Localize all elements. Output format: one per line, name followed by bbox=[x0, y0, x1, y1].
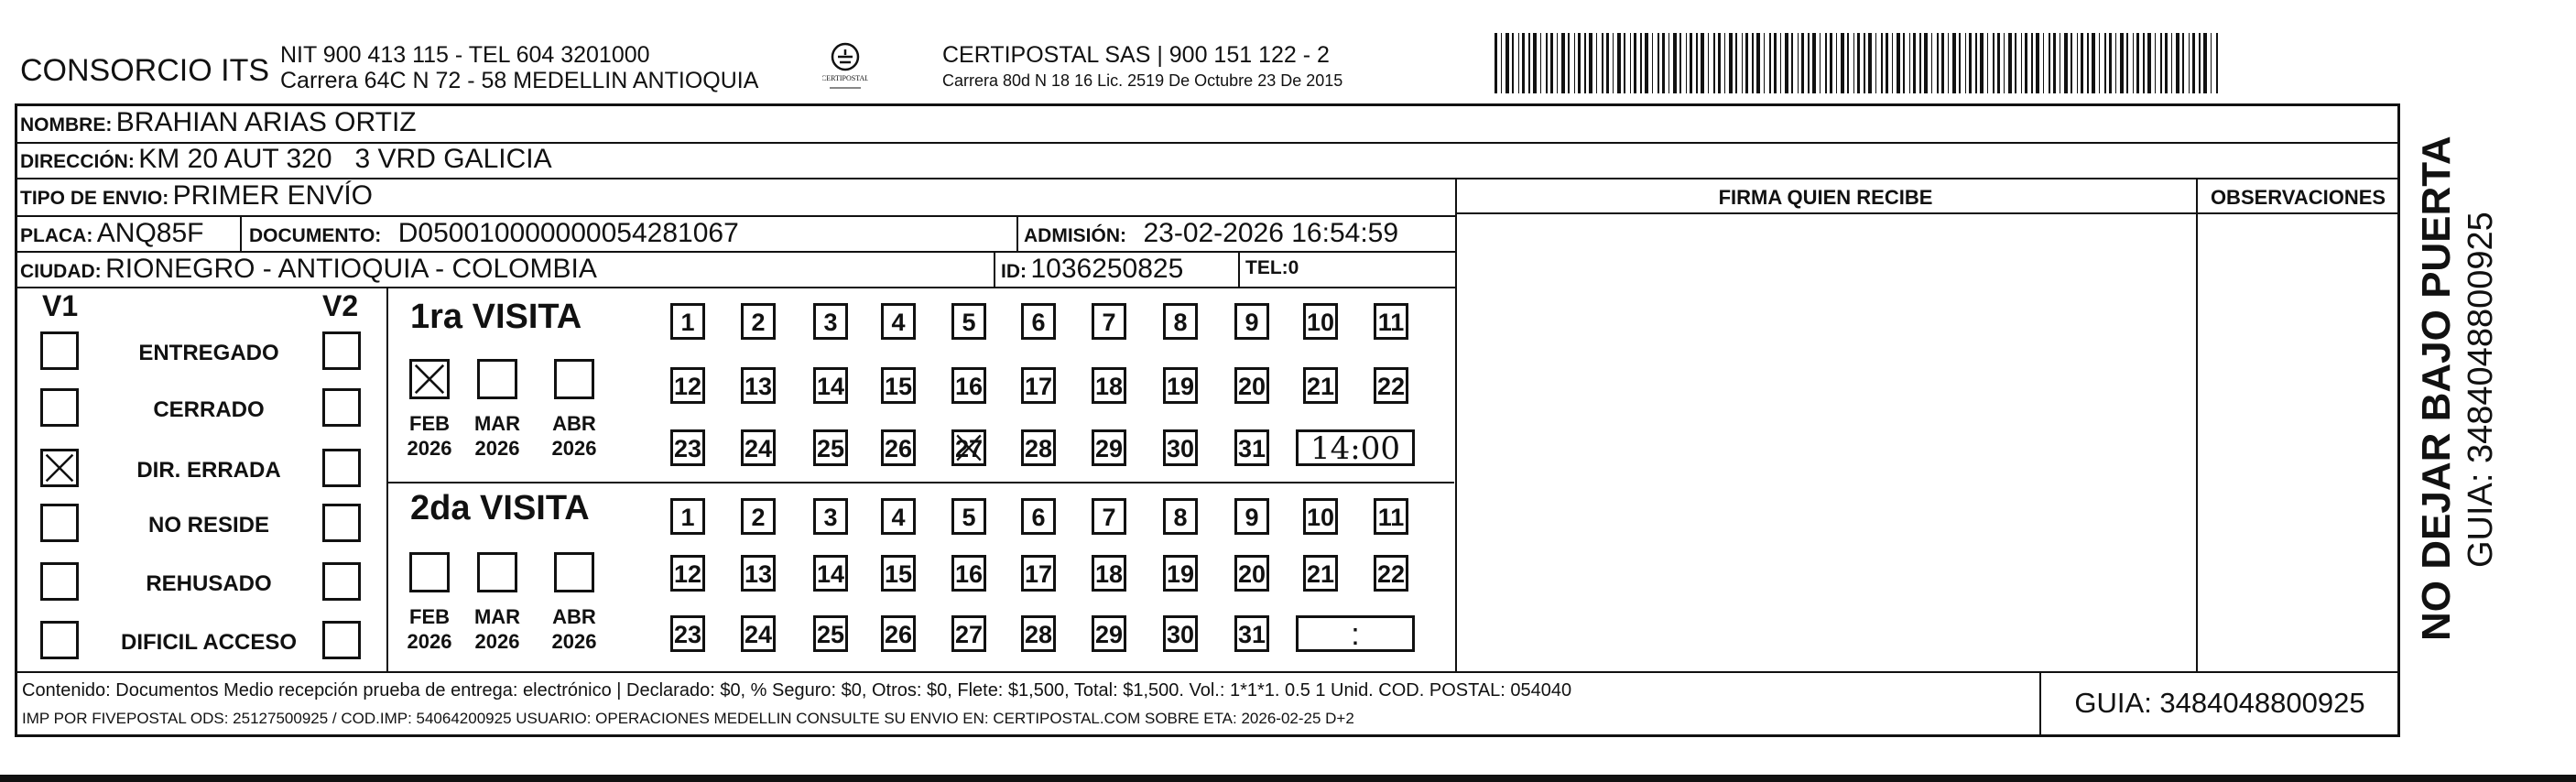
v2-checkbox[interactable] bbox=[322, 562, 361, 601]
status-label: CERRADO bbox=[153, 397, 265, 422]
month-year: 2026 bbox=[551, 437, 597, 460]
direccion-value: KM 20 AUT 320 3 VRD GALICIA bbox=[138, 144, 552, 174]
day-box[interactable]: 13 bbox=[741, 367, 776, 404]
id-cell bbox=[1001, 254, 1183, 285]
day-box[interactable]: 30 bbox=[1163, 615, 1198, 652]
documento-value: D050010000000054281067 bbox=[397, 218, 739, 248]
month-name: FEB bbox=[409, 412, 450, 435]
ciudad-cell bbox=[20, 254, 597, 285]
day-box[interactable]: 15 bbox=[881, 367, 916, 404]
month-year: 2026 bbox=[407, 437, 452, 460]
footer-guia: GUIA: 3484048800925 bbox=[2074, 687, 2365, 719]
day-box[interactable]: 6 bbox=[1021, 303, 1056, 340]
certipostal-logo bbox=[822, 40, 868, 95]
v2-checkbox[interactable] bbox=[322, 504, 361, 542]
svg-text:CERTIPOSTAL: CERTIPOSTAL bbox=[822, 74, 868, 82]
tel-label: TEL: bbox=[1245, 257, 1288, 278]
day-box[interactable]: 18 bbox=[1092, 555, 1126, 592]
day-box[interactable]: 12 bbox=[670, 555, 705, 592]
ciudad-label: CIUDAD: bbox=[20, 261, 102, 282]
day-box[interactable]: 3 bbox=[813, 303, 848, 340]
day-box[interactable]: 20 bbox=[1234, 367, 1269, 404]
footer-contenido: Contenido: Documentos Medio recepción prueba de entrega: electrónico | Declarado: $0, % Seguro: $0, Otros: $0, Flete: $1,500, Total: $1,500. Vol.: 1*1*1. 0.5 1 Unid. COD. POSTAL: 054040 bbox=[22, 680, 1572, 701]
day-box[interactable]: 19 bbox=[1163, 555, 1198, 592]
v1-checkbox[interactable] bbox=[40, 504, 79, 542]
nombre-value: BRAHIAN ARIAS ORTIZ bbox=[115, 107, 417, 137]
day-box[interactable]: 11 bbox=[1374, 303, 1408, 340]
day-box[interactable]: 19 bbox=[1163, 367, 1198, 404]
day-box[interactable]: 29 bbox=[1092, 615, 1126, 652]
day-box[interactable]: 11 bbox=[1374, 498, 1408, 535]
day-box[interactable]: 28 bbox=[1021, 429, 1056, 466]
day-box[interactable]: 16 bbox=[951, 367, 986, 404]
day-box[interactable]: 21 bbox=[1303, 555, 1338, 592]
day-box[interactable]: 4 bbox=[881, 303, 916, 340]
day-box[interactable]: 24 bbox=[741, 429, 776, 466]
visit2-title: 2da VISITA bbox=[410, 489, 590, 527]
visit1-title: 1ra VISITA bbox=[410, 298, 582, 336]
month-label bbox=[400, 411, 459, 461]
day-box[interactable]: 27 bbox=[951, 615, 986, 652]
day-box[interactable]: 9 bbox=[1234, 303, 1269, 340]
v1-header: V1 bbox=[42, 289, 79, 322]
month-year: 2026 bbox=[474, 630, 520, 653]
placa-label: PLACA: bbox=[20, 225, 93, 246]
firma-header: FIRMA QUIEN RECIBE bbox=[1718, 186, 1933, 209]
day-box[interactable]: 28 bbox=[1021, 615, 1056, 652]
day-box[interactable]: 10 bbox=[1303, 498, 1338, 535]
day-box[interactable]: 5 bbox=[951, 498, 986, 535]
company-nit: NIT 900 413 115 - TEL 604 3201000 bbox=[280, 42, 650, 68]
month-checkbox[interactable] bbox=[477, 552, 517, 592]
carrier-license: Carrera 80d N 18 16 Lic. 2519 De Octubre 23 De 2015 bbox=[942, 71, 1343, 90]
status-label: NO RESIDE bbox=[147, 513, 270, 538]
carrier-name: CERTIPOSTAL SAS | 900 151 122 - 2 bbox=[942, 42, 1330, 68]
day-box[interactable]: 20 bbox=[1234, 555, 1269, 592]
day-box[interactable]: 8 bbox=[1163, 303, 1198, 340]
month-checkbox[interactable] bbox=[477, 359, 517, 399]
day-box[interactable]: 14 bbox=[813, 367, 848, 404]
day-box[interactable]: 16 bbox=[951, 555, 986, 592]
v1-checkbox[interactable] bbox=[40, 621, 79, 659]
time-field[interactable]: 14:00 bbox=[1296, 429, 1415, 466]
day-box[interactable]: 25 bbox=[813, 615, 848, 652]
day-box[interactable]: 7 bbox=[1092, 498, 1126, 535]
status-label: ENTREGADO bbox=[138, 341, 279, 365]
day-box[interactable]: 1 bbox=[670, 498, 705, 535]
v2-checkbox[interactable] bbox=[322, 331, 361, 370]
footer-imp: IMP POR FIVEPOSTAL ODS: 25127500925 / COD.IMP: 54064200925 USUARIO: OPERACIONES MEDELLIN CONSULTE SU ENVIO EN: CERTIPOSTAL.COM SOBRE ETA: 2026-02-25 D+2 bbox=[22, 710, 1354, 727]
v1-checkbox[interactable] bbox=[40, 331, 79, 370]
no-dejar-bajo-puerta: NO DEJAR BAJO PUERTA bbox=[2414, 136, 2459, 641]
day-box[interactable]: 29 bbox=[1092, 429, 1126, 466]
month-name: ABR bbox=[552, 412, 596, 435]
day-box[interactable]: 2 bbox=[741, 303, 776, 340]
page-edge bbox=[0, 775, 2576, 782]
day-box[interactable]: 26 bbox=[881, 615, 916, 652]
day-box[interactable]: 26 bbox=[881, 429, 916, 466]
day-box[interactable]: 8 bbox=[1163, 498, 1198, 535]
day-box[interactable]: 2 bbox=[741, 498, 776, 535]
time-field[interactable]: : bbox=[1296, 615, 1415, 652]
day-box[interactable]: 22 bbox=[1374, 367, 1408, 404]
day-box[interactable]: 27 bbox=[951, 429, 986, 466]
day-box[interactable]: 17 bbox=[1021, 555, 1056, 592]
month-name: MAR bbox=[473, 605, 521, 628]
day-box[interactable]: 1 bbox=[670, 303, 705, 340]
month-label bbox=[400, 604, 459, 654]
day-box[interactable]: 6 bbox=[1021, 498, 1056, 535]
nombre-label: NOMBRE: bbox=[20, 114, 113, 136]
month-year: 2026 bbox=[474, 437, 520, 460]
status-label: DIFICIL ACCESO bbox=[120, 630, 297, 655]
month-name: MAR bbox=[473, 412, 521, 435]
month-year: 2026 bbox=[551, 630, 597, 653]
month-label bbox=[468, 604, 527, 654]
month-label bbox=[545, 411, 603, 461]
observaciones-header: OBSERVACIONES bbox=[2210, 186, 2386, 209]
v2-checkbox[interactable] bbox=[322, 621, 361, 659]
tel-value: 0 bbox=[1288, 257, 1299, 278]
month-name: ABR bbox=[552, 605, 596, 628]
barcode bbox=[1495, 33, 2223, 93]
tel-cell bbox=[1245, 257, 1299, 279]
day-box[interactable]: 21 bbox=[1303, 367, 1338, 404]
day-box[interactable]: 5 bbox=[951, 303, 986, 340]
month-label bbox=[468, 411, 527, 461]
day-box[interactable]: 23 bbox=[670, 429, 705, 466]
admision-cell bbox=[1024, 218, 1398, 249]
day-box[interactable]: 31 bbox=[1234, 429, 1269, 466]
day-box[interactable]: 31 bbox=[1234, 615, 1269, 652]
tipo-label: TIPO DE ENVIO: bbox=[20, 188, 169, 209]
status-label: REHUSADO bbox=[146, 571, 272, 596]
v2-header: V2 bbox=[322, 289, 359, 322]
day-box[interactable]: 7 bbox=[1092, 303, 1126, 340]
id-value: 1036250825 bbox=[1030, 254, 1184, 284]
day-box[interactable]: 9 bbox=[1234, 498, 1269, 535]
id-label: ID: bbox=[1001, 261, 1027, 282]
day-box[interactable]: 15 bbox=[881, 555, 916, 592]
day-box[interactable]: 13 bbox=[741, 555, 776, 592]
month-checkbox[interactable] bbox=[554, 359, 594, 399]
month-label bbox=[545, 604, 603, 654]
tipo-row bbox=[20, 180, 373, 212]
admision-value: 23-02-2026 16:54:59 bbox=[1143, 218, 1399, 248]
placa-cell bbox=[20, 218, 204, 249]
documento-label: DOCUMENTO: bbox=[249, 225, 382, 246]
day-box[interactable]: 4 bbox=[881, 498, 916, 535]
day-box[interactable]: 3 bbox=[813, 498, 848, 535]
v1-checkbox[interactable] bbox=[40, 449, 79, 487]
day-box[interactable]: 12 bbox=[670, 367, 705, 404]
day-box[interactable]: 10 bbox=[1303, 303, 1338, 340]
month-year: 2026 bbox=[407, 630, 452, 653]
v1-checkbox[interactable] bbox=[40, 388, 79, 427]
direccion-row bbox=[20, 144, 552, 175]
status-label: DIR. ERRADA bbox=[136, 458, 281, 483]
admision-label: ADMISIÓN: bbox=[1024, 225, 1126, 246]
v2-checkbox[interactable] bbox=[322, 449, 361, 487]
v2-checkbox[interactable] bbox=[322, 388, 361, 427]
side-guia: GUIA: 3484048800925 bbox=[2462, 212, 2500, 568]
day-box[interactable]: 22 bbox=[1374, 555, 1408, 592]
day-box[interactable]: 24 bbox=[741, 615, 776, 652]
month-checkbox[interactable] bbox=[554, 552, 594, 592]
placa-value: ANQ85F bbox=[96, 218, 204, 248]
month-name: FEB bbox=[409, 605, 450, 628]
month-checkbox[interactable] bbox=[409, 552, 450, 592]
day-box[interactable]: 14 bbox=[813, 555, 848, 592]
day-box[interactable]: 17 bbox=[1021, 367, 1056, 404]
company-name: CONSORCIO ITS bbox=[20, 53, 270, 88]
day-box[interactable]: 23 bbox=[670, 615, 705, 652]
ciudad-value: RIONEGRO - ANTIOQUIA - COLOMBIA bbox=[105, 254, 597, 284]
documento-cell bbox=[249, 218, 739, 249]
month-checkbox[interactable] bbox=[409, 359, 450, 399]
day-box[interactable]: 18 bbox=[1092, 367, 1126, 404]
nombre-row bbox=[20, 107, 417, 138]
v1-checkbox[interactable] bbox=[40, 562, 79, 601]
direccion-label: DIRECCIÓN: bbox=[20, 151, 135, 172]
company-address: Carrera 64C N 72 - 58 MEDELLIN ANTIOQUIA bbox=[280, 68, 759, 93]
tipo-value: PRIMER ENVÍO bbox=[172, 180, 374, 211]
day-box[interactable]: 25 bbox=[813, 429, 848, 466]
day-box[interactable]: 30 bbox=[1163, 429, 1198, 466]
